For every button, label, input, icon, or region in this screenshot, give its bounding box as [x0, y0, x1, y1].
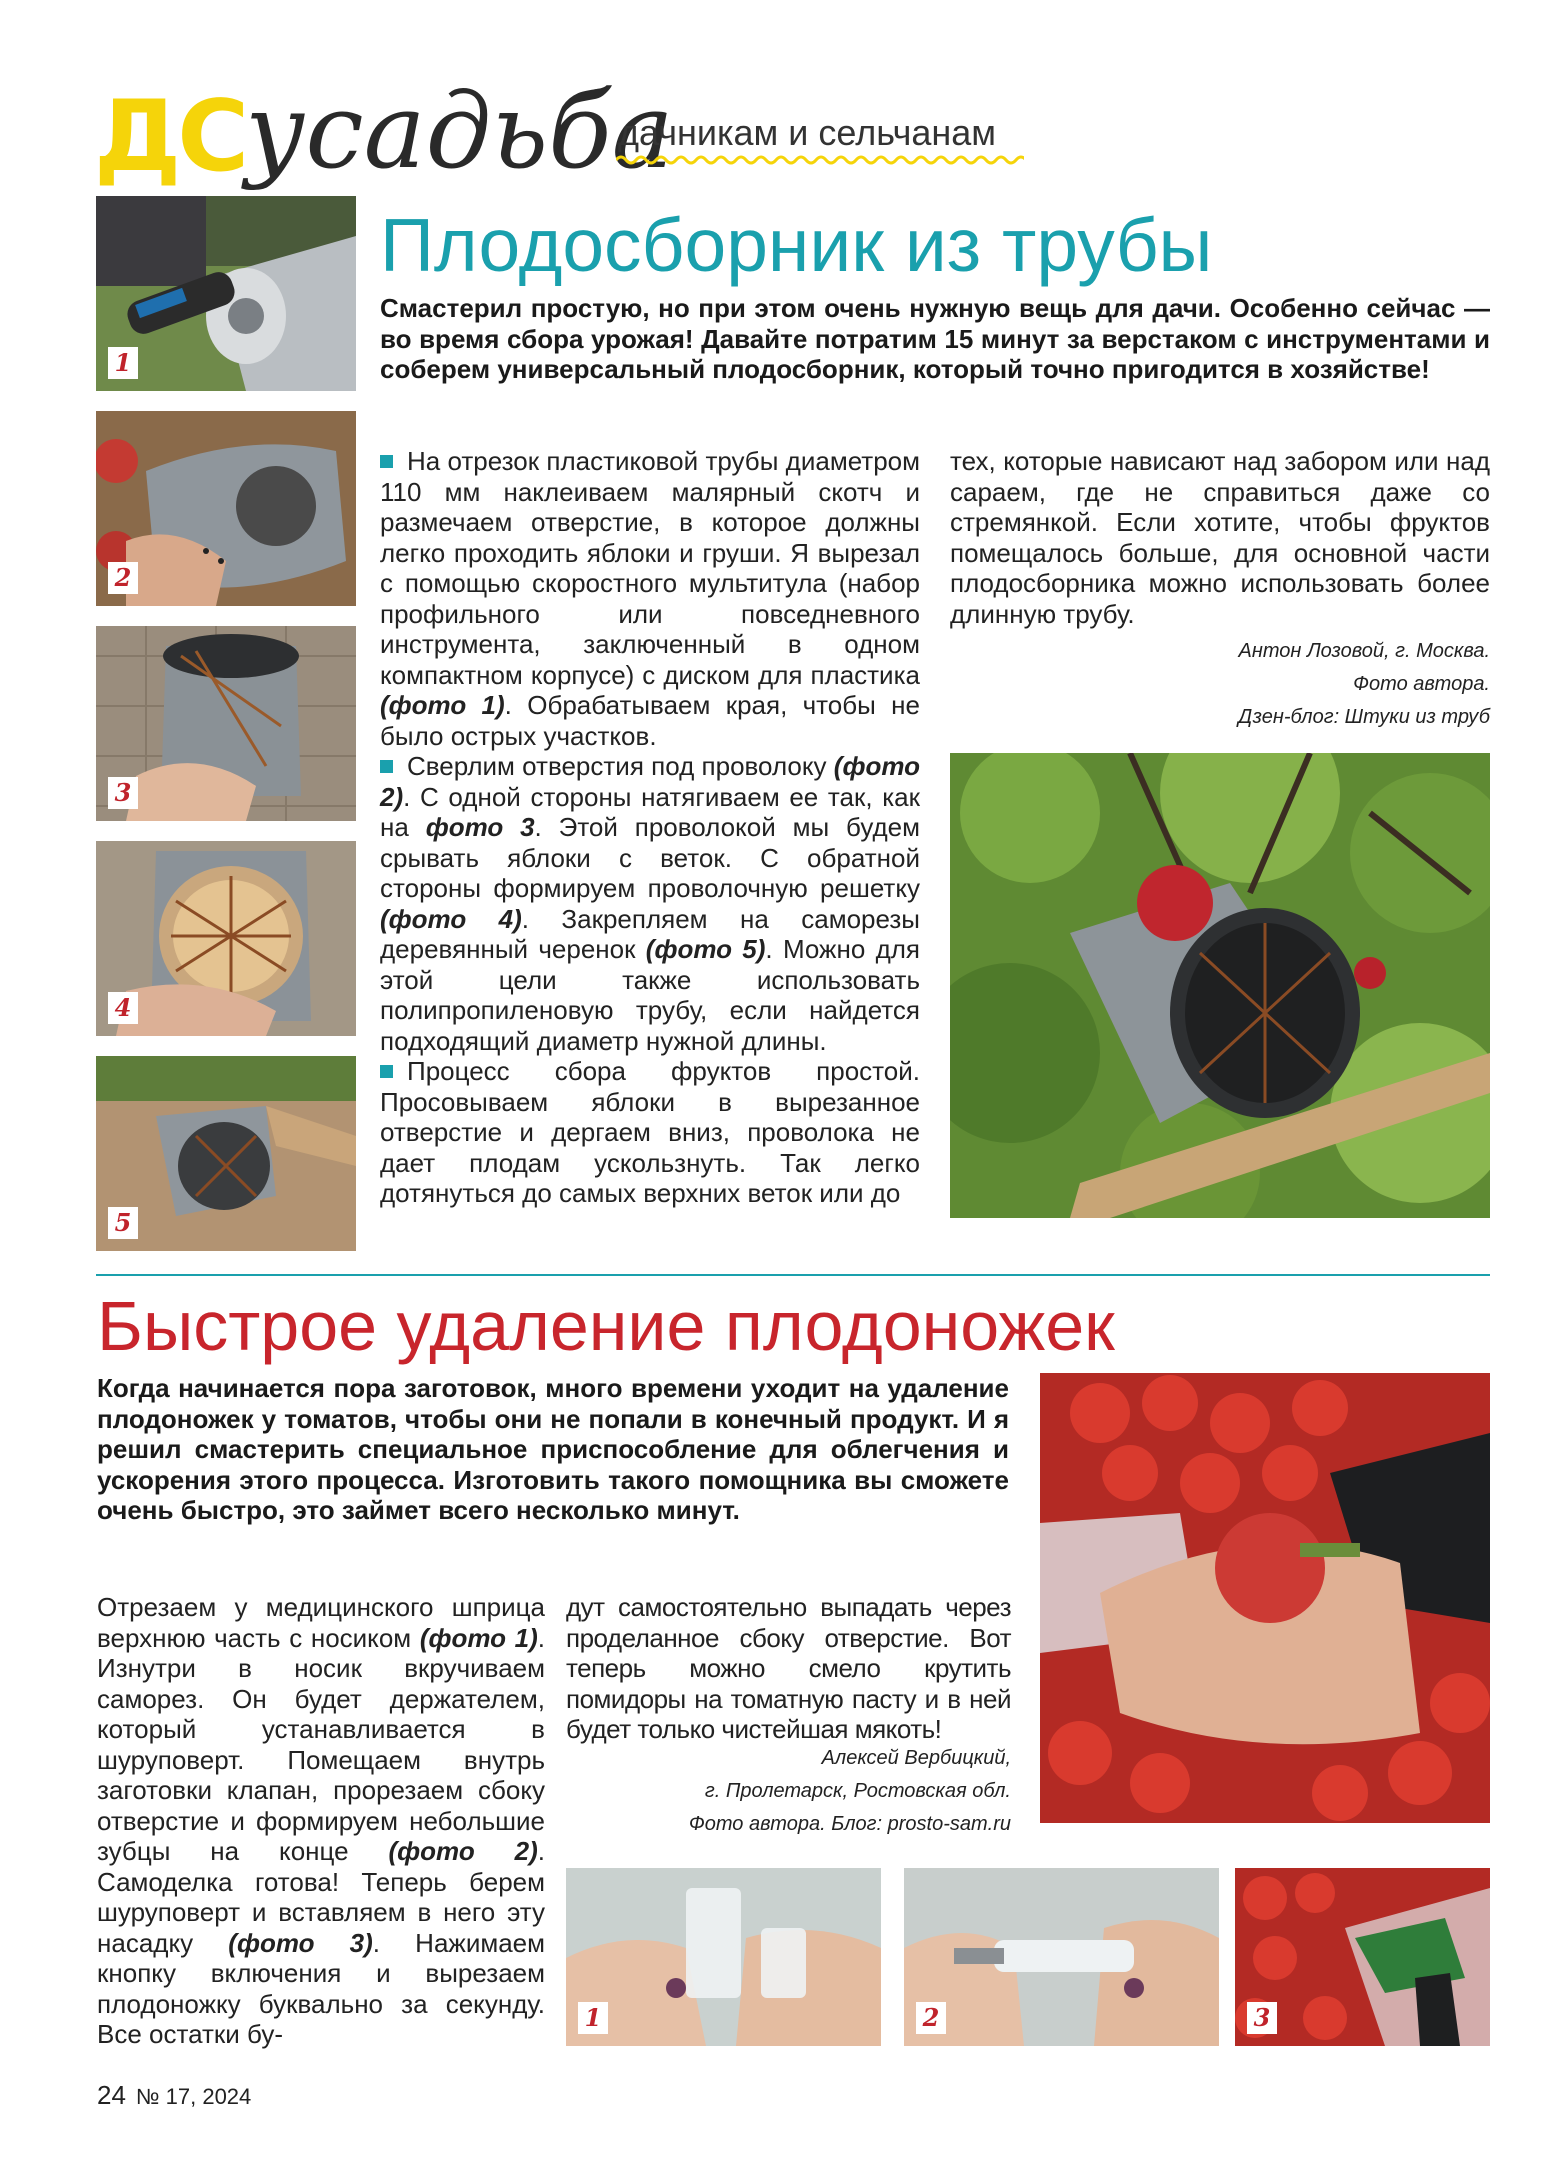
photo-number: 3: [1247, 2002, 1277, 2034]
bullet-square-icon: [380, 1065, 393, 1078]
photo-fruit-picker-in-tree: [950, 753, 1490, 1218]
syringe-assembled-image: [904, 1868, 1219, 2046]
photo-number: 5: [108, 1207, 138, 1239]
article1-paragraph-1: На отрезок пластиковой трубы диаметром 110 мм наклеиваем малярный скотч и размечаем отверстие, в которое должны легко проходить яблоки и груши. Я вырезал с помощью скоростного мультитула (набор профильного или повседневного инструмента, заключенный в одном компактном корпусе) с диском для пластика (фото 1). Обрабатываем края, чтобы не было острых участков.: [380, 446, 920, 751]
article2-paragraph-2: дут самостоятельно выпадать через проделанное сбоку отверстие. Вот теперь можно смело крутить помидоры на томатную пасту и в ней будет только чистейшая мякоть!: [566, 1592, 1011, 1744]
wavy-divider: [616, 154, 1024, 166]
photo-3-wire-inside: [96, 626, 356, 821]
section-subtitle: дачникам и сельчанам: [618, 112, 997, 153]
article2-title: Быстрое удаление плодоножек: [97, 1287, 1115, 1365]
article2-column-right: [566, 1592, 1011, 1745]
page-footer: [97, 2080, 251, 2112]
photo-1-cutting-pipe: [96, 196, 356, 391]
logo-word: усадьба: [245, 70, 674, 192]
article1-column-right: [950, 446, 1490, 629]
bullet-square-icon: [380, 760, 393, 773]
article1-paragraph-3: Процесс сбора фруктов простой. Просовываем яблоки в вырезанное отверстие и дергаем вниз, проволока не дает плодам ускользнуть. Так легко дотянуться до самых верхних веток или до: [380, 1056, 920, 1208]
section-divider: [96, 1274, 1490, 1276]
article1-title: Плодосборник из трубы: [380, 203, 1213, 287]
photo-number: 4: [108, 992, 138, 1024]
article2-lead: Когда начинается пора заготовок, много времени уходит на удаление плодоножек у томатов, чтобы они не попали в конечный продукт. И я решил смастерить специальное приспособление для облегчения и ускорения этого процесса. Изготовить такого помощника вы сможете очень быстро, это займет всего несколько минут.: [97, 1373, 1009, 1525]
fruit-picker-image: [950, 753, 1490, 1218]
article2-credits: Алексей Вербицкий, г. Пролетарск, Ростовская обл. Фото автора. Блог: prosto-sam.ru: [688, 1747, 1011, 1835]
bullet-square-icon: [380, 455, 393, 468]
photo-number: 1: [578, 2002, 608, 2034]
photo-drill-with-nozzle: [1235, 1868, 1490, 2046]
tomatoes-drill-image: [1040, 1373, 1490, 1823]
issue-number: № 17, 2024: [135, 2084, 252, 2109]
photo-number: 2: [916, 2002, 946, 2034]
photo-syringe-cut: [566, 1868, 881, 2046]
photo-4-wire-grid: [96, 841, 356, 1036]
photo-number: 1: [108, 347, 138, 379]
logo-ds: ДС: [94, 80, 246, 194]
article2-paragraph-1: Отрезаем у медицинского шприца верхнюю часть с носиком (фото 1). Изнутри в носик вкручиваем саморез. Он будет держателем, который устанавливается в шуруповерт. Помещаем внутрь заготовки клапан, прорезаем сбоку отверстие и формируем небольшие зубцы на конце (фото 2). Самоделка готова! Теперь берем шуруповерт и вставляем в него эту насадку (фото 3). Нажимаем кнопку включения и вырезаем плодоножку буквально за секунду. Все остатки бу-: [97, 1592, 546, 2049]
article2-column-left: [97, 1592, 545, 2050]
photo-2-drilled-pipe: [96, 411, 356, 606]
article1-credits: Антон Лозовой, г. Москва. Фото автора. Дзен-блог: Штуки из труб: [1238, 640, 1490, 728]
article1-paragraph-2: Сверлим отверстия под проволоку (фото 2). С одной стороны натягиваем ее так, как на фото 3. Этой проволокой мы будем срывать яблоки с веток. С обратной стороны формируем проволочную решетку (фото 4). Закрепляем на саморезы деревянный черенок (фото 5). Можно для этой цели также использовать полипропиленовую трубу, если найдется подходящий диаметр нужной длины.: [380, 751, 920, 1056]
page-number: 24: [97, 2080, 126, 2110]
article1-column-left: [380, 446, 920, 1209]
photo-number: 3: [108, 777, 138, 809]
photo-tomatoes-drill: [1040, 1373, 1490, 1823]
article1-lead: Смастерил простую, но при этом очень нужную вещь для дачи. Особенно сейчас — во время сбора урожая! Давайте потратим 15 минут за верстаком с инструментами и соберем универсальный плодосборник, который точно пригодится в хозяйстве!: [380, 293, 1490, 384]
article1-paragraph-4: тех, которые нависают над забором или над сараем, где не справиться даже со стремянкой. Если хотите, чтобы фруктов помещалось больше, для основной части плодосборника можно использовать более длинную трубу.: [950, 446, 1490, 629]
photo-syringe-assembled: [904, 1868, 1219, 2046]
photo-5-with-handle: [96, 1056, 356, 1251]
syringe-cut-image: [566, 1868, 881, 2046]
photo-number: 2: [108, 562, 138, 594]
